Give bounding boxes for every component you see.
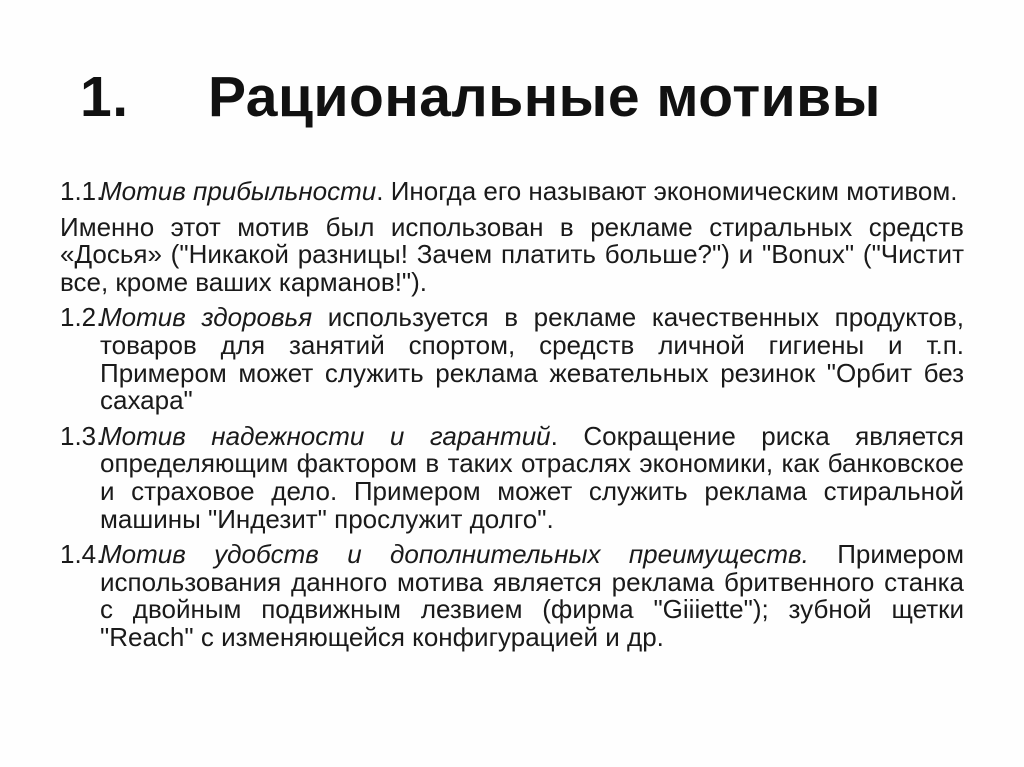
- motive-name: Мотив удобств и дополнительных преимуществ.: [100, 539, 809, 570]
- slide-title: [80, 62, 984, 132]
- paragraph-example: [60, 211, 964, 297]
- title-text: Рациональные мотивы: [208, 65, 881, 129]
- motive-name: Мотив прибыльности: [100, 176, 377, 206]
- paragraph-body: [100, 178, 964, 206]
- paragraph-text: . Сокращение риска является определяющим фактором в таких отраслях экономики, как банковское и страховое дело. Примером может служить реклама стиральной машины "Индезит" прослужит долго".: [100, 420, 964, 534]
- paragraph-text: используется в рекламе качественных продуктов, товаров для занятий спортом, средств личной гигиены и т.п. Примером может служить реклама жевательных резинок "Орбит без сахара": [100, 302, 964, 416]
- paragraph-health-motive: [60, 304, 964, 414]
- paragraph-text: Именно этот мотив был использован в рекламе стиральных средств «Досья» ("Никакой разницы! Зачем платить больше?") и "Bonux" ("Чистит все, кроме ваших карманов!").: [60, 211, 964, 297]
- paragraph-number: 1.3.: [60, 420, 104, 451]
- paragraph-text: . Иногда его называют экономическим мотивом.: [376, 176, 958, 206]
- slide-body: [60, 178, 964, 660]
- paragraph-profit-motive: [60, 178, 964, 206]
- paragraph-body: [100, 541, 964, 651]
- paragraph-convenience-motive: [60, 541, 964, 651]
- motive-name: Мотив надежности и гарантий: [100, 420, 551, 451]
- paragraph-body: [100, 304, 964, 414]
- paragraph-text: Примером использования данного мотива является реклама бритвенного станка с двойным подвижным лезвием (фирма "Giiiette"); зубной щетки "Reach" с изменяющейся конфигурацией и др.: [100, 539, 964, 652]
- paragraph-number: 1.1.: [60, 176, 104, 206]
- motive-name: Мотив здоровья: [100, 302, 313, 333]
- paragraph-body: [100, 420, 964, 534]
- title-number: 1.: [80, 65, 129, 129]
- paragraph-number: 1.2.: [60, 302, 104, 333]
- paragraph-reliability-motive: [60, 420, 964, 534]
- paragraph-number: 1.4.: [60, 539, 104, 570]
